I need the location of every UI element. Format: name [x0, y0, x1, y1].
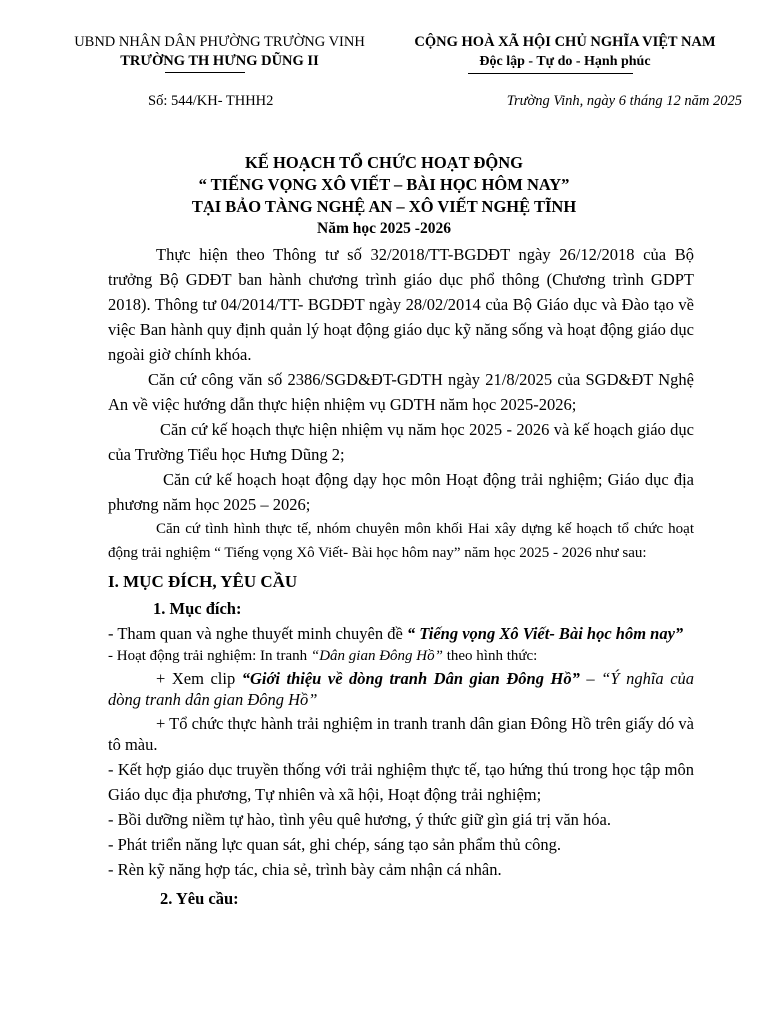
document-header [0, 33, 768, 78]
document-body [108, 242, 694, 912]
paragraph-legal-basis-3: Căn cứ kế hoạch thực hiện nhiệm vụ năm học 2025 - 2026 và kế hoạch giáo dục của Trường Tiểu học Hưng Dũng 2; [108, 420, 694, 464]
list-item-text: - Tham quan và nghe thuyết minh chuyên đề [108, 624, 407, 643]
list-item: - Rèn kỹ năng hợp tác, chia sẻ, trình bày cảm nhận cá nhân. [108, 860, 502, 879]
header-school-name: TRƯỜNG TH HƯNG DŨNG II [120, 53, 319, 69]
list-item [108, 644, 694, 668]
list-item: - Bồi dưỡng niềm tự hào, tình yêu quê hương, ý thức giữ gìn giá trị văn hóa. [108, 810, 612, 829]
header-nation: CỘNG HOÀ XÃ HỘI CHỦ NGHĨA VIỆT NAM [414, 34, 716, 50]
list-item-text: – [579, 669, 602, 688]
list-item-emphasis: “Dân gian Đông Hồ” [310, 648, 443, 664]
section-title-purpose: I. MỤC ĐÍCH, YÊU CẦU [108, 572, 298, 591]
subsection-title-purpose: 1. Mục đích: [153, 599, 242, 618]
list-item-text: theo hình thức: [442, 648, 538, 664]
list-item [108, 623, 694, 644]
header-right-underline [468, 73, 633, 74]
title-line-1: KẾ HOẠCH TỔ CHỨC HOẠT ĐỘNG [245, 153, 523, 172]
list-item: - Kết hợp giáo dục truyền thống với trải nghiệm thực tế, tạo hứng thú trong học tập môn Giáo dục địa phương, Tự nhiên và xã hội, Hoạt động trải nghiệm; [108, 760, 694, 804]
list-item: - Phát triển năng lực quan sát, ghi chép, sáng tạo sản phẩm thủ công. [108, 835, 561, 854]
header-organization: UBND NHÂN DÂN PHƯỜNG TRƯỜNG VINH [74, 34, 365, 50]
document-date: Trường Vinh, ngày 6 tháng 12 năm 2025 [506, 93, 742, 109]
list-item-emphasis: “Giới thiệu về dòng tranh Dân gian Đông Hồ” [241, 669, 580, 688]
list-item: + Tổ chức thực hành trải nghiệm in tranh tranh dân gian Đông Hồ trên giấy dó và tô màu. [108, 714, 694, 754]
header-left-block [52, 33, 387, 71]
subsection-title-requirements: 2. Yêu cầu: [160, 889, 239, 908]
document-number: Số: 544/KH- THHH2 [148, 93, 274, 109]
paragraph-legal-basis-1: Thực hiện theo Thông tư số 32/2018/TT-BGDĐT ngày 26/12/2018 của Bộ trưởng Bộ GDĐT ban hành chương trình giáo dục phổ thông (Chương trình GDPT 2018). Thông tư 04/2014/TT- BGDĐT ngày 28/02/2014 của Bộ Giáo dục và Đào tạo về việc Ban hành quy định quản lý hoạt động giáo dục kỹ năng sống và hoạt động giáo dục ngoài giờ chính khóa. [108, 245, 694, 364]
paragraph-legal-basis-2: Căn cứ công văn số 2386/SGD&ĐT-GDTH ngày 21/8/2025 của SGD&ĐT Nghệ An về việc hướng dẫn thực hiện nhiệm vụ GDTH năm học 2025-2026; [108, 370, 694, 414]
list-item-emphasis: “ Tiếng vọng Xô Viết- Bài học hôm nay” [406, 624, 684, 643]
list-item-emphasis: “Ý nghĩa của dòng tranh dân gian Đông Hồ” [108, 669, 695, 709]
list-item [108, 668, 694, 710]
title-line-2: “ TIẾNG VỌNG XÔ VIẾT – BÀI HỌC HÔM NAY” [198, 175, 570, 194]
list-item-text: + Xem clip [156, 669, 242, 688]
paragraph-legal-basis-4: Căn cứ kế hoạch hoạt động dạy học môn Hoạt động trải nghiệm; Giáo dục địa phương năm học 2025 – 2026; [108, 470, 694, 514]
document-title [0, 152, 768, 240]
title-line-3: TẠI BẢO TÀNG NGHỆ AN – XÔ VIẾT NGHỆ TĨNH [191, 197, 577, 216]
list-item-text: - Hoạt động trải nghiệm: In tranh [108, 648, 311, 664]
title-school-year: Năm học 2025 -2026 [317, 220, 451, 237]
header-right-block [390, 33, 740, 71]
header-left-underline [165, 72, 245, 73]
header-motto: Độc lập - Tự do - Hạnh phúc [479, 54, 651, 69]
paragraph-legal-basis-5: Căn cứ tình hình thực tế, nhóm chuyên môn khối Hai xây dựng kế hoạch tổ chức hoạt động trải nghiệm “ Tiếng vọng Xô Viết- Bài học hôm nay” năm học 2025 - 2026 như sau: [108, 521, 694, 561]
